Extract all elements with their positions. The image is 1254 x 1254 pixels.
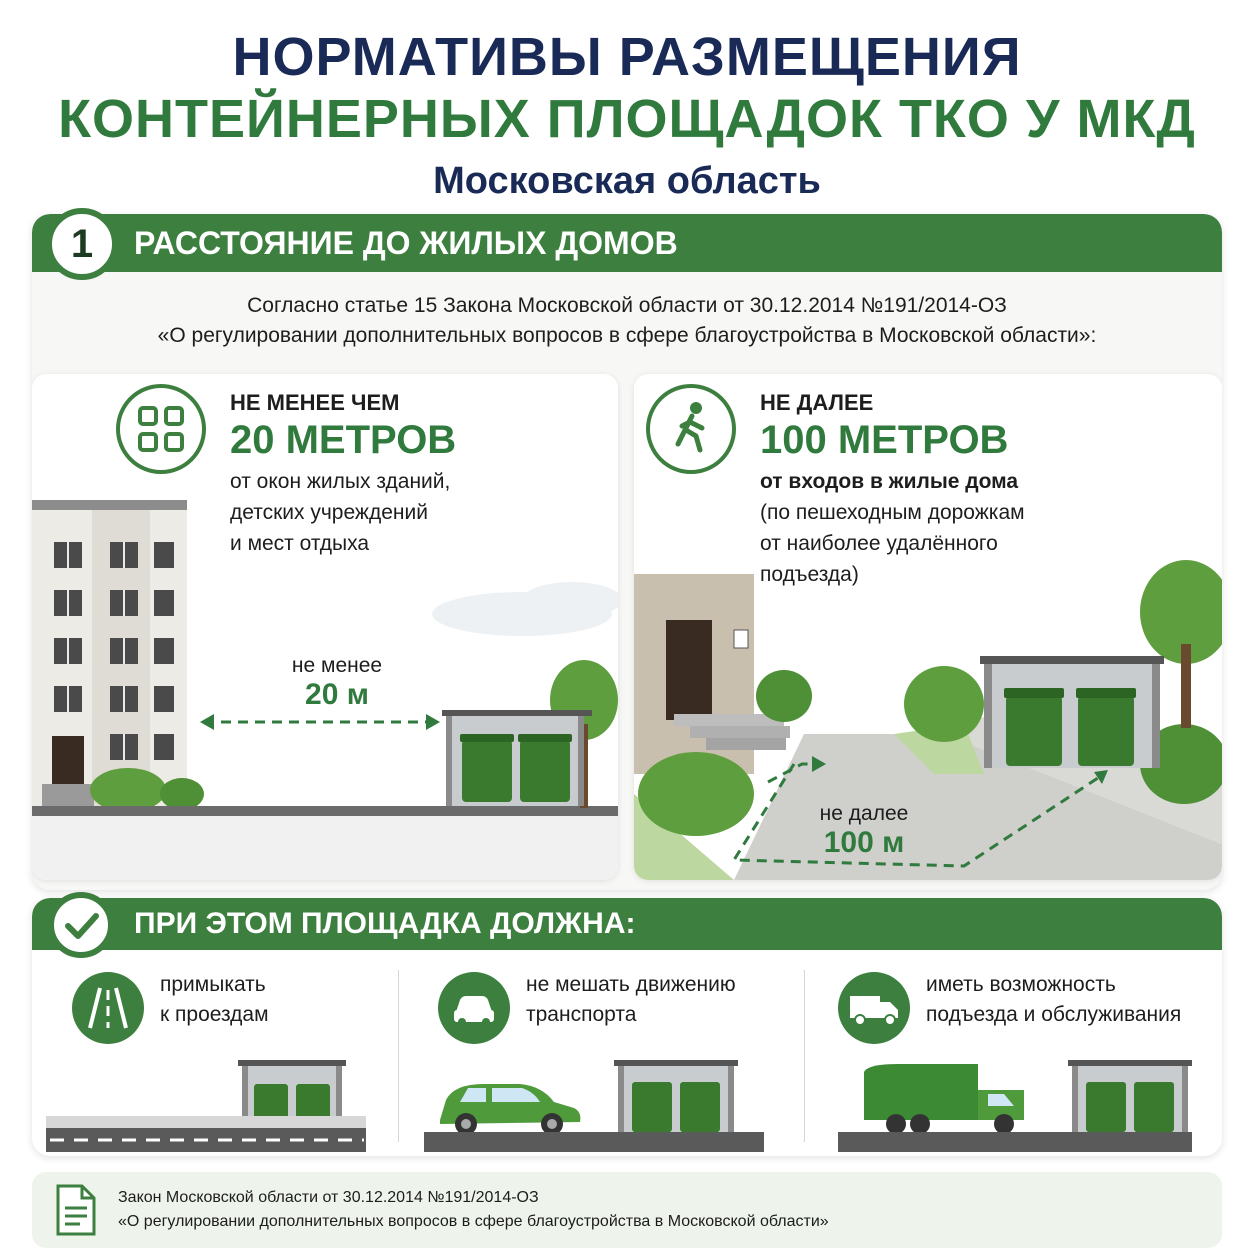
max-desc-4: подъезда) [760, 563, 859, 586]
max-desc-1: от входов в жилые дома [760, 470, 1019, 493]
check-badge [48, 892, 114, 958]
max-value: 100 МЕТРОВ [760, 418, 1009, 462]
section-distance-header [32, 214, 1222, 272]
req-access-line1: иметь возможность [926, 973, 1116, 996]
card-max-distance [634, 374, 1222, 880]
truck-shelter-illustration [838, 1054, 1198, 1154]
page-title-line2: КОНТЕЙНЕРНЫХ ПЛОЩАДОК ТКО У МКД [58, 89, 1196, 149]
card-min-distance [32, 374, 618, 880]
max-label: НЕ ДАЛЕЕ [760, 390, 874, 415]
min-desc-1: от окон жилых зданий, [230, 470, 451, 493]
footer-line2: «О регулировании дополнительных вопросов в сфере благоустройства в Московской области» [118, 1213, 829, 1230]
max-desc-2: (по пешеходным дорожкам [760, 501, 1025, 524]
region-subtitle: Московская область [433, 160, 821, 202]
section-distance-title: РАССТОЯНИЕ ДО ЖИЛЫХ ДОМОВ [134, 225, 678, 261]
req-access-line2: подъезда и обслуживания [926, 1003, 1182, 1026]
law-reference-line2: «О регулировании дополнительных вопросов в сфере благоустройства в Московской области»: [157, 324, 1097, 347]
min-distance-label [262, 654, 412, 712]
checkmark-icon [54, 898, 108, 952]
footer-law [32, 1172, 1222, 1248]
requirements-card [32, 950, 1222, 1156]
section-number-badge: 1 [46, 208, 118, 280]
req-adjacent-line1: примыкать [160, 973, 266, 996]
max-distance-caption: не далее [819, 802, 909, 825]
footer-text [118, 1186, 829, 1234]
title-block [0, 26, 1254, 206]
min-desc-3: и мест отдыха [230, 532, 370, 555]
page-title: НОРМАТИВЫ РАЗМЕЩЕНИЯ [232, 27, 1022, 87]
section-requirements-header [32, 898, 1222, 950]
footer-line1: Закон Московской области от 30.12.2014 №191/2014-ОЗ [118, 1189, 539, 1206]
building-illustration [32, 374, 618, 880]
req-no-obstruction-line2: транспорта [526, 1003, 637, 1026]
min-label: НЕ МЕНЕЕ ЧЕМ [230, 390, 400, 415]
truck-icon [838, 972, 910, 1044]
document-icon [52, 1182, 100, 1238]
car-shelter-illustration [424, 1054, 774, 1154]
req-adjacent-line2: к проездам [160, 1003, 269, 1026]
max-distance-label [804, 802, 924, 860]
req-no-obstruction-line1: не мешать движению [526, 973, 736, 996]
min-value: 20 МЕТРОВ [230, 418, 457, 462]
pedestrian-icon [646, 384, 736, 474]
road-shelter-illustration [46, 1054, 376, 1154]
divider-1 [398, 970, 399, 1142]
min-desc-2: детских учреждений [230, 501, 428, 524]
min-distance-value: 20 м [305, 678, 369, 711]
car-icon [438, 972, 510, 1044]
min-distance-caption: не менее [291, 654, 383, 677]
divider-2 [804, 970, 805, 1142]
road-icon [72, 972, 144, 1044]
max-desc-3: от наиболее удалённого [760, 532, 998, 555]
section-requirements [32, 898, 1222, 1156]
law-reference-line1: Согласно статье 15 Закона Московской области от 30.12.2014 №191/2014-ОЗ [247, 294, 1007, 317]
section-distance [32, 214, 1222, 890]
section-requirements-title: ПРИ ЭТОМ ПЛОЩАДКА ДОЛЖНА: [134, 907, 636, 940]
max-distance-value: 100 м [823, 826, 905, 859]
